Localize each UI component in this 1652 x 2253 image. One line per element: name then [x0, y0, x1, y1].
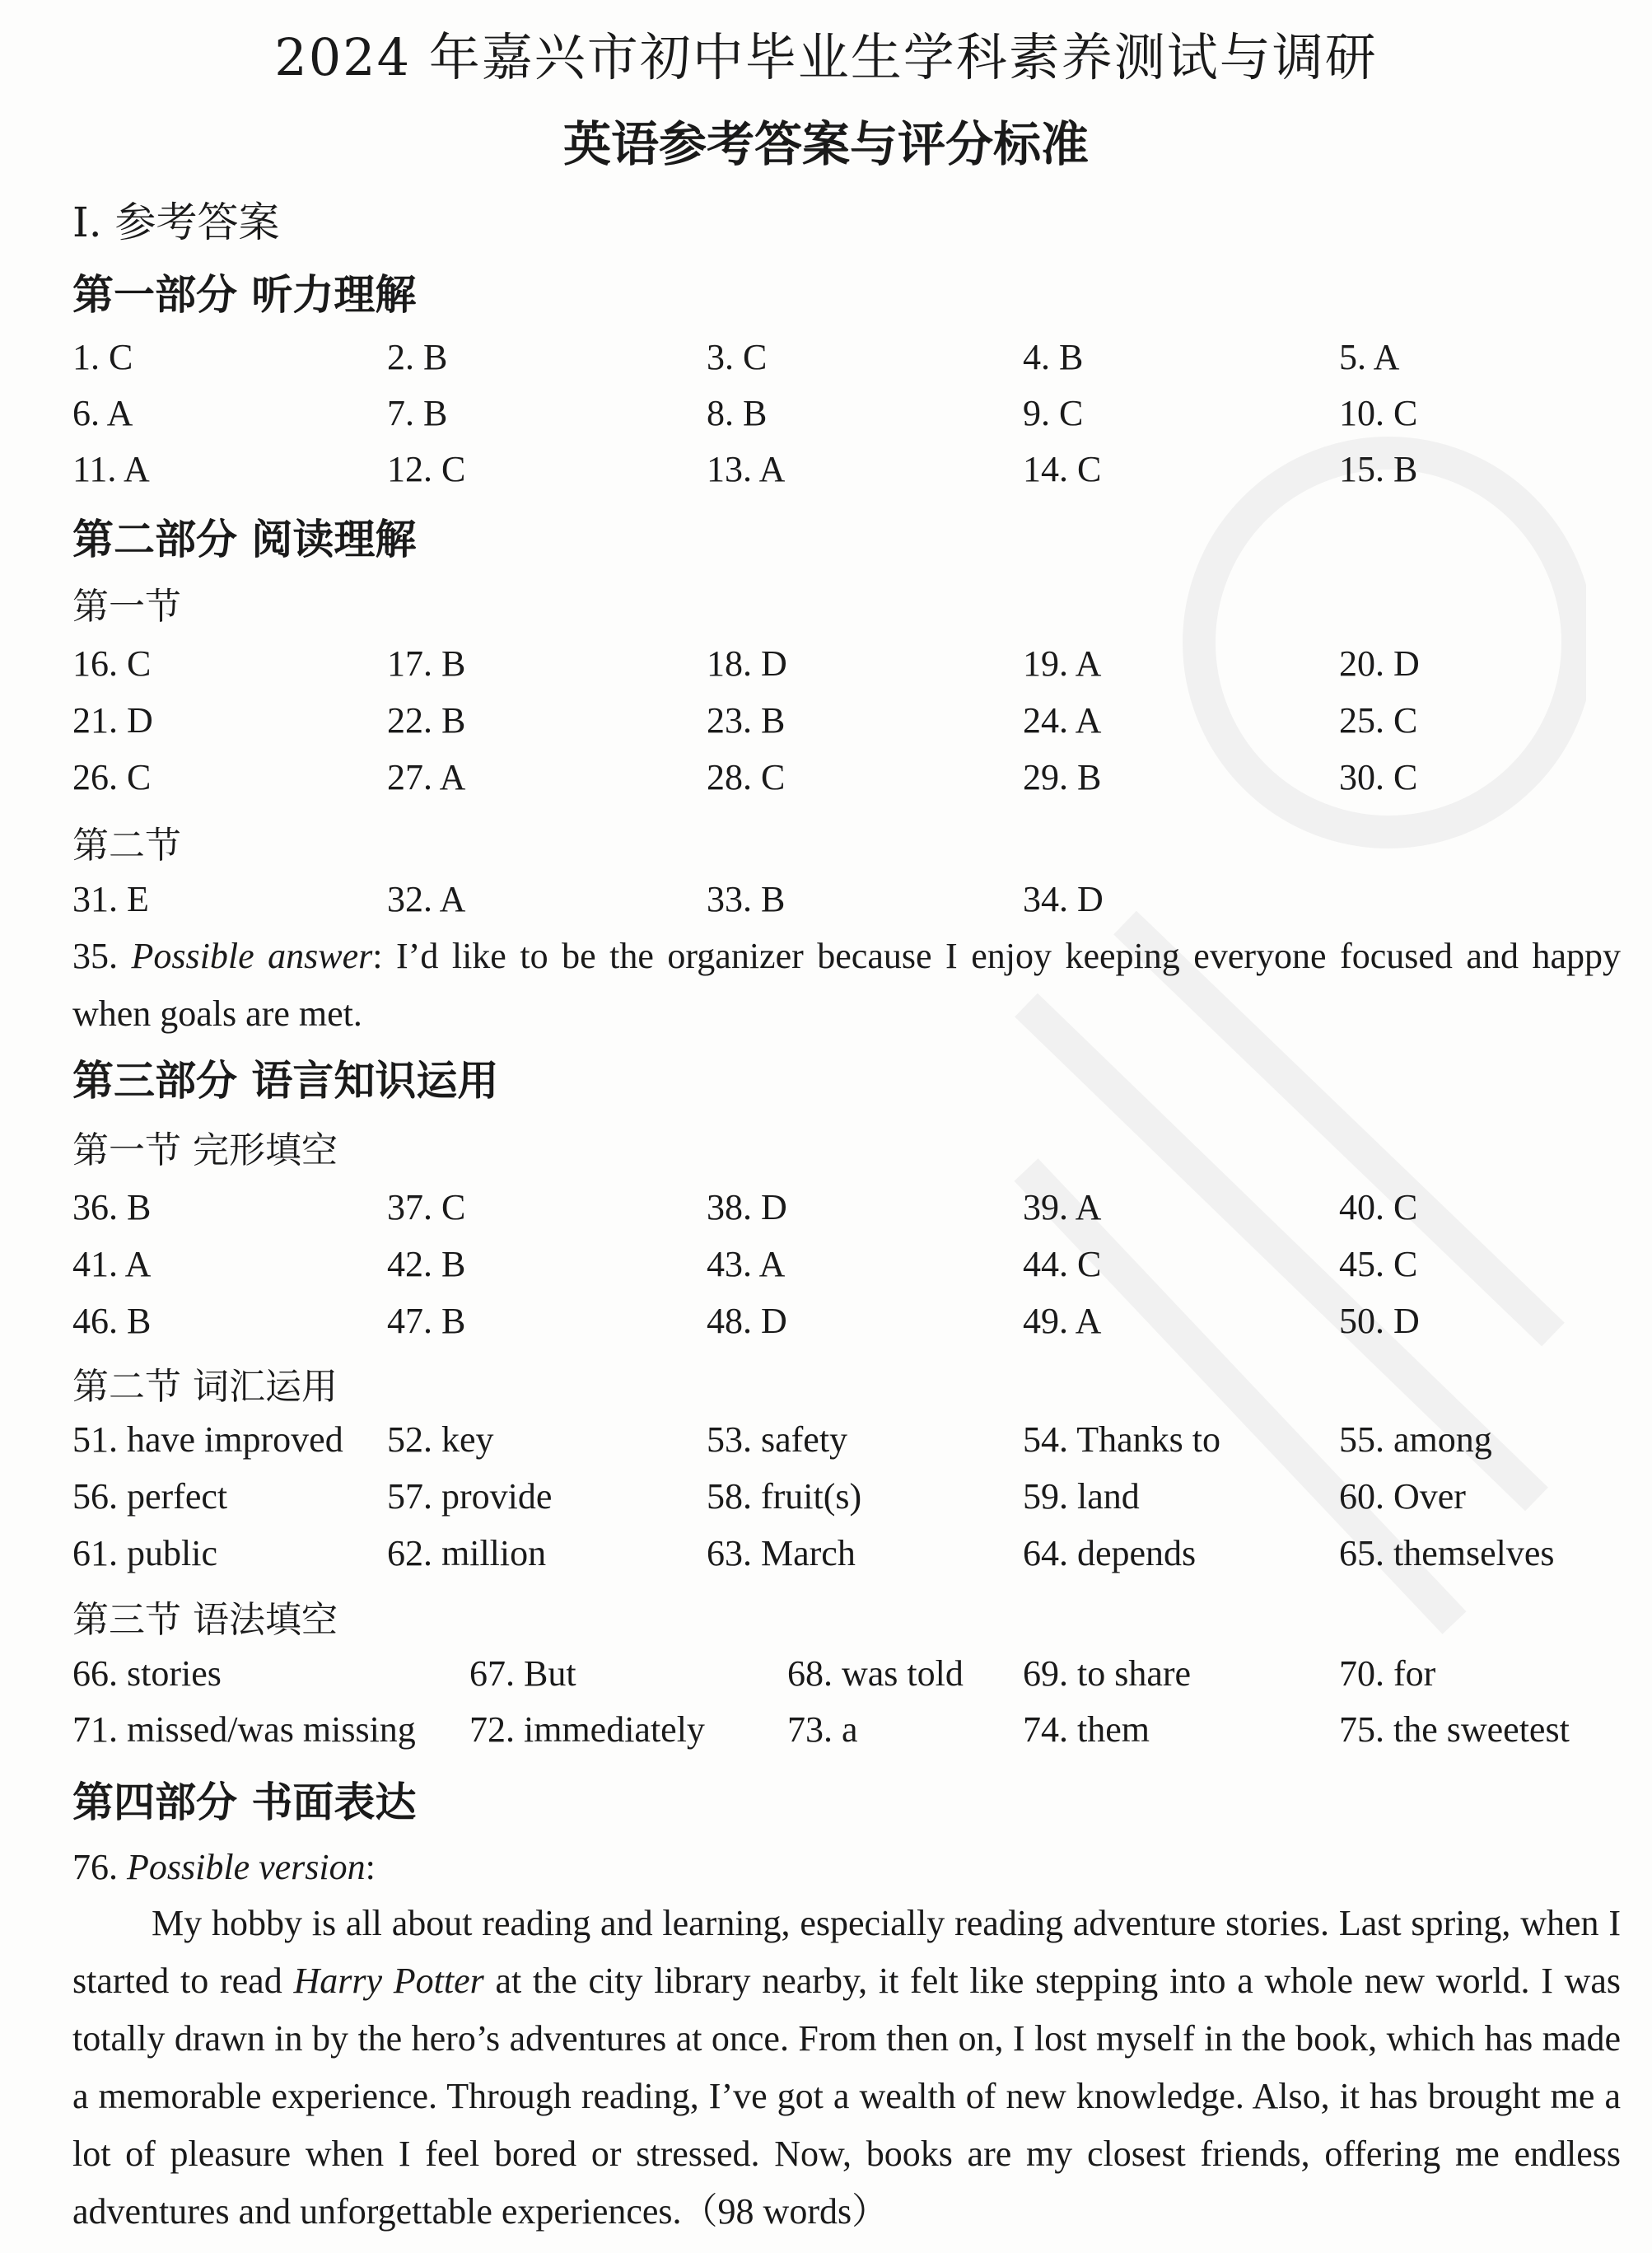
part2-section1-heading: 第一节	[72, 586, 181, 628]
answer-item: 2. B	[387, 337, 448, 377]
answer-item: 21. D	[72, 700, 153, 741]
q35-text: : I’d like to be the organizer because I enjoy keeping everyone focused and happy when goals are met.	[72, 936, 1621, 1034]
answer-item: 29. B	[1023, 757, 1102, 797]
answer-item: 55. among	[1339, 1419, 1492, 1460]
answer-item: 16. C	[72, 643, 152, 684]
answer-item: 3. C	[707, 337, 768, 377]
answer-item: 1. C	[72, 337, 133, 377]
answer-item: 72. immediately	[469, 1709, 705, 1750]
answer-item: 40. C	[1339, 1187, 1418, 1227]
part3-section3-heading: 第三节 语法填空	[72, 1599, 338, 1641]
answer-item: 41. A	[72, 1244, 152, 1284]
answer-item: 4. B	[1023, 337, 1084, 377]
book-title: Harry Potter	[293, 1961, 484, 2001]
part3-section1-heading: 第一节 完形填空	[72, 1129, 338, 1171]
part3-heading: 第三部分 语言知识运用	[72, 1057, 499, 1105]
part3-section2-heading: 第二节 词汇运用	[72, 1366, 338, 1408]
word-count: （98 words）	[681, 2191, 889, 2232]
answer-item: 9. C	[1023, 393, 1084, 433]
answer-item: 54. Thanks to	[1023, 1419, 1220, 1460]
part1-heading: 第一部分 听力理解	[72, 271, 417, 319]
answer-item: 22. B	[387, 700, 466, 741]
q76-label-line	[72, 1839, 1621, 1896]
answer-item: 43. A	[707, 1244, 786, 1284]
answer-item: 37. C	[387, 1187, 466, 1227]
q76-colon: :	[365, 1847, 376, 1887]
answer-item: 12. C	[387, 449, 466, 489]
answer-item: 34. D	[1023, 879, 1104, 919]
answer-item: 47. B	[387, 1301, 466, 1341]
part3-vocab-row-3	[0, 1532, 1652, 1582]
answer-item: 75. the sweetest	[1339, 1709, 1570, 1750]
answer-item: 26. C	[72, 757, 152, 797]
answer-item: 62. million	[387, 1533, 547, 1573]
answer-item: 42. B	[387, 1244, 466, 1284]
part2-row-4	[0, 878, 1652, 928]
answer-item: 20. D	[1339, 643, 1420, 684]
answer-item: 23. B	[707, 700, 786, 741]
answer-item: 14. C	[1023, 449, 1102, 489]
answer-item: 19. A	[1023, 643, 1102, 684]
answer-item: 27. A	[387, 757, 466, 797]
answer-item: 18. D	[707, 643, 787, 684]
answer-item: 45. C	[1339, 1244, 1418, 1284]
answer-item: 65. themselves	[1339, 1533, 1555, 1573]
part3-row-2	[0, 1243, 1652, 1292]
answer-item: 7. B	[387, 393, 448, 433]
part2-section2-heading: 第二节	[72, 825, 181, 867]
answer-item: 24. A	[1023, 700, 1102, 741]
answer-item: 63. March	[707, 1533, 856, 1573]
q35-number: 35.	[72, 936, 118, 976]
answer-item: 60. Over	[1339, 1476, 1466, 1517]
answer-item: 51. have improved	[72, 1419, 343, 1460]
part3-vocab-row-1	[0, 1419, 1652, 1468]
answer-item: 39. A	[1023, 1187, 1102, 1227]
part2-row-2	[0, 699, 1652, 749]
essay-text-start: My hobby is all about reading and learning, especially reading adventure stories. Last spring, when I started to read	[72, 1903, 1621, 2001]
answer-item: 44. C	[1023, 1244, 1102, 1284]
part1-row-1	[0, 336, 1652, 386]
q76-number: 76.	[72, 1847, 118, 1887]
answer-item: 71. missed/was missing	[72, 1709, 416, 1750]
part3-vocab-row-2	[0, 1475, 1652, 1525]
part2-row-1	[0, 643, 1652, 692]
answer-item: 8. B	[707, 393, 768, 433]
answer-item: 17. B	[387, 643, 466, 684]
part2-row-3	[0, 756, 1652, 806]
answer-item: 49. A	[1023, 1301, 1102, 1341]
answer-item: 31. E	[72, 879, 149, 919]
answer-item: 33. B	[707, 879, 786, 919]
answer-item: 46. B	[72, 1301, 152, 1341]
q35-answer	[72, 928, 1621, 1043]
answer-item: 68. was told	[787, 1653, 964, 1694]
answer-item: 6. A	[72, 393, 133, 433]
answer-item: 48. D	[707, 1301, 787, 1341]
essay-text-rest: at the city library nearby, it felt like stepping into a whole new world. I was totally drawn in by the hero’s adventures at once. From then on, I lost myself in the book, which has made a memorable experience. Through reading, I’ve got a wealth of new knowledge. Also, it has brought me a lot of pleasure when I feel bored or stressed. Now, books are my closest friends, offering me endless adventures and unforgettable experiences.	[72, 1961, 1622, 2232]
part3-grammar-row-2	[0, 1708, 1652, 1758]
answer-item: 70. for	[1339, 1653, 1436, 1694]
answer-item: 74. them	[1023, 1709, 1150, 1750]
answer-item: 53. safety	[707, 1419, 848, 1460]
section-heading-answers: I. 参考答案	[72, 199, 280, 246]
answer-item: 15. B	[1339, 449, 1418, 489]
part3-row-3	[0, 1300, 1652, 1349]
answer-item: 64. depends	[1023, 1533, 1197, 1573]
page-title: 2024 年嘉兴市初中毕业生学科素养测试与调研	[274, 27, 1378, 87]
answer-item: 5. A	[1339, 337, 1400, 377]
answer-item: 58. fruit(s)	[707, 1476, 862, 1517]
answer-item: 25. C	[1339, 700, 1418, 741]
answer-item: 69. to share	[1023, 1653, 1192, 1694]
answer-item: 13. A	[707, 449, 786, 489]
answer-item: 10. C	[1339, 393, 1418, 433]
answer-item: 57. provide	[387, 1476, 553, 1517]
answer-item: 38. D	[707, 1187, 787, 1227]
part2-heading: 第二部分 阅读理解	[72, 516, 417, 563]
model-essay	[72, 1895, 1621, 2241]
part1-row-3	[0, 448, 1652, 498]
answer-item: 66. stories	[72, 1653, 222, 1694]
answer-item: 59. land	[1023, 1476, 1140, 1517]
answer-item: 61. public	[72, 1533, 217, 1573]
page-subtitle: 英语参考答案与评分标准	[562, 116, 1089, 172]
answer-item: 67. But	[469, 1653, 576, 1694]
answer-item: 28. C	[707, 757, 786, 797]
part3-row-1	[0, 1186, 1652, 1236]
answer-item: 32. A	[387, 879, 466, 919]
answer-item: 50. D	[1339, 1301, 1420, 1341]
q76-label: Possible version	[127, 1847, 366, 1887]
q35-label: Possible answer	[131, 936, 373, 976]
answer-item: 56. perfect	[72, 1476, 228, 1517]
answer-item: 36. B	[72, 1187, 152, 1227]
answer-item: 11. A	[72, 449, 150, 489]
part4-heading: 第四部分 书面表达	[72, 1779, 417, 1826]
answer-item: 52. key	[387, 1419, 494, 1460]
answer-item: 30. C	[1339, 757, 1418, 797]
part3-grammar-row-1	[0, 1652, 1652, 1702]
answer-item: 73. a	[787, 1709, 858, 1750]
part1-row-2	[0, 392, 1652, 442]
